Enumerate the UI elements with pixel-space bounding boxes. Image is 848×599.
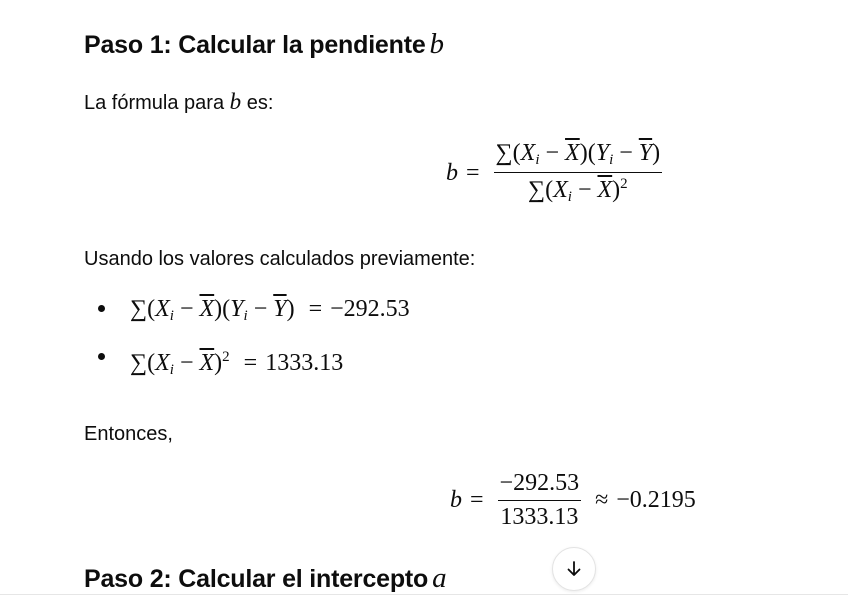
- bullet-eq: =: [308, 296, 323, 322]
- slope-formula-lhs: b: [446, 159, 458, 186]
- bullet-expression: $\sum(X_i - \overline{X})(Y_i - \overline{Y})$: [130, 296, 295, 324]
- formula-intro-suffix: es:: [246, 92, 274, 114]
- slope-result-value: −0.2195: [616, 487, 696, 513]
- list-item: [84, 340, 410, 378]
- slope-result-approx: ≈: [595, 487, 609, 513]
- slope-formula-eq: =: [466, 159, 480, 186]
- bullet-value: 1333.13: [265, 350, 344, 376]
- bullet-value: −292.53: [330, 296, 410, 322]
- slope-result-fraction: [498, 470, 582, 531]
- bullet-eq: =: [243, 350, 258, 376]
- values-list: [84, 292, 410, 388]
- bullet-icon: [98, 305, 105, 312]
- step1-heading: [84, 28, 444, 61]
- step2-heading: [84, 562, 446, 595]
- slope-formula-numerator: $\sum(X_i - \overline{X})(Y_i - \overline{Y})$: [494, 140, 663, 173]
- slope-formula-fraction: [494, 140, 663, 206]
- step2-heading-var: a: [432, 562, 447, 594]
- slope-result-lhs: b: [450, 487, 462, 513]
- formula-intro-text: La fórmula para: [84, 92, 225, 114]
- then-text: Entonces,: [84, 423, 173, 445]
- slope-formula: [446, 140, 668, 206]
- step1-heading-text: Paso 1: Calcular la pendiente: [84, 31, 426, 59]
- step2-heading-text: Paso 2: Calcular el intercepto: [84, 565, 429, 593]
- bottom-divider: [0, 594, 848, 595]
- list-item: [84, 292, 410, 326]
- scroll-down-button[interactable]: [552, 547, 596, 591]
- arrow-down-icon: [565, 560, 583, 578]
- slope-result-denominator: 1333.13: [500, 504, 579, 530]
- formula-intro-var: b: [229, 89, 242, 114]
- slope-result-numerator: −292.53: [498, 470, 582, 501]
- slope-formula-denominator: $\sum(X_i - \overline{X})^2$: [528, 176, 628, 205]
- bullet-expression: $\sum(X_i - \overline{X})^2$: [130, 349, 230, 378]
- formula-intro: [84, 89, 273, 115]
- slope-result: [450, 470, 696, 531]
- slope-result-eq: =: [470, 487, 484, 513]
- bullet-icon: [98, 353, 105, 360]
- using-values-text: Usando los valores calculados previamente:: [84, 248, 476, 270]
- step1-heading-var: b: [429, 28, 444, 60]
